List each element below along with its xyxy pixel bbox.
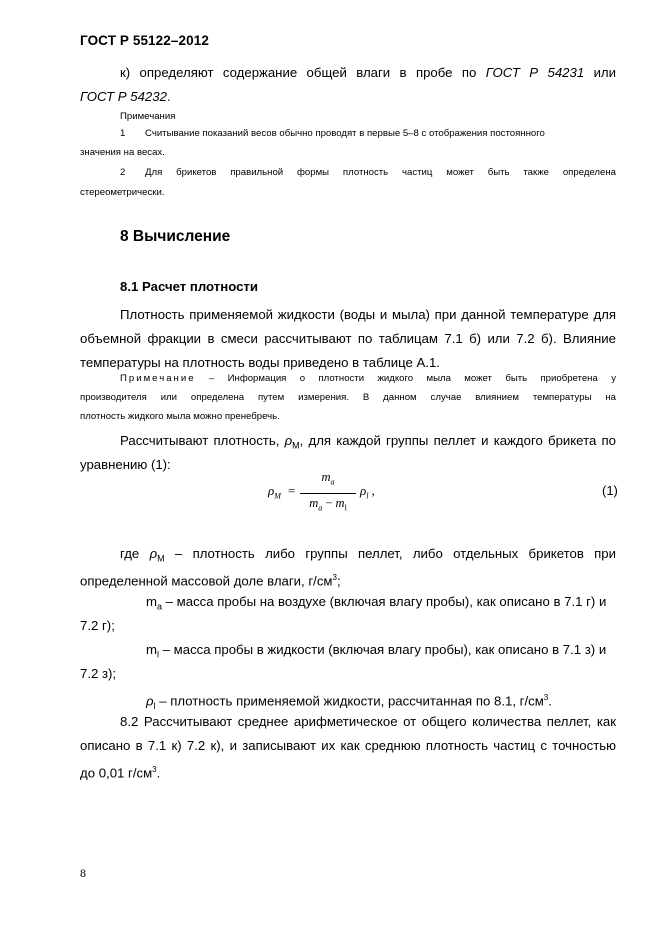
item-k-line1: к) определяют содержание общей влаги в пробе по ГОСТ Р 54231 или — [120, 65, 616, 80]
note-line3: плотность жидкого мыла можно пренебречь. — [80, 411, 280, 422]
where-line2: определенной массовой доле влаги, $г/см^3$; — [80, 573, 341, 589]
para1-line1: Плотность применяемой жидкости (воды и мыла) при данной температуре для — [120, 307, 616, 322]
para3-line1: 8.2 Рассчитывают среднее арифметическое от общего количества пеллет, как — [120, 714, 616, 729]
formula-lhs: $\rho_M$ — [268, 483, 281, 501]
formula-denominator: $m_a - m_l$ — [309, 496, 347, 513]
note-line1: Примечание – Информация о плотности жидкого мыла может быть приобретена у — [120, 373, 616, 384]
where-ml-line2: 7.2 з); — [80, 666, 117, 681]
para1-line3: температуры на плотность воды приведено в таблице А.1. — [80, 355, 440, 370]
where-ma-line1: $m_a$ – масса пробы на воздухе (включая влагу пробы), как описано в 7.1 г) и — [146, 594, 607, 612]
note-2-line1: Для брикетов правильной формы плотность частиц может быть также определена — [145, 167, 616, 178]
note-line2: производителя или определена путем измерения. В данном случае влиянием температуры на — [80, 392, 616, 403]
note-1-line1: Считывание показаний весов обычно проводят в первые 5–8 с отображения постоянного — [145, 128, 545, 139]
para1-line2: объемной фракции в смеси рассчитывают по таблицам 7.1 б) или 7.2 б). Влияние — [80, 331, 616, 346]
section-title: 8 Вычисление — [120, 228, 231, 245]
formula-rhs: $\rho_l$ , — [360, 483, 375, 501]
where-ma-line2: 7.2 г); — [80, 618, 115, 633]
formula-number: (1) — [602, 483, 618, 498]
para3-line2: описано в 7.1 к) 7.2 к), и записывают их как среднюю плотность частиц с точностью — [80, 738, 616, 753]
page-number: 8 — [80, 866, 86, 880]
formula-1 — [268, 470, 628, 516]
rho-symbol: ρ — [284, 433, 293, 448]
note-2-line2: стереометрически. — [80, 187, 165, 198]
subsection-title: 8.1 Расчет плотности — [120, 279, 258, 294]
para2-line1: Рассчитывают плотность, $\rho_M$, для каждой группы пеллет и каждого брикета по — [120, 433, 616, 451]
notes-title: Примечания — [120, 111, 176, 122]
note-label: Примечание — [120, 373, 196, 384]
document-header: ГОСТ Р 55122–2012 — [80, 33, 209, 48]
standard-ref: ГОСТ Р 54231 — [485, 65, 585, 80]
standard-ref: ГОСТ Р 54232 — [80, 89, 167, 104]
where-ml-line1: $m_l$ – масса пробы в жидкости (включая влагу пробы), как описано в 7.1 з) и — [146, 642, 607, 660]
para3-line3: до 0,01 $г/см^3$. — [80, 765, 161, 781]
formula-numerator: $m_a$ — [321, 470, 335, 487]
para2-line2: уравнению (1): — [80, 457, 171, 472]
note-2-number: 2 — [120, 167, 126, 178]
where-line1: где $\rho_M$ – плотность либо группы пеллет, либо отдельных брикетов при — [120, 546, 616, 564]
item-k-line2: ГОСТ Р 54232. — [80, 89, 171, 104]
fraction-bar — [300, 493, 356, 494]
note-1-line2: значения на весах. — [80, 147, 165, 158]
where-rho-l: $\rho_l$ – плотность применяемой жидкости, рассчитанная по 8.1, $г/см^3$. — [146, 693, 552, 712]
note-1-number: 1 — [120, 128, 126, 139]
formula-equals: = — [288, 483, 296, 498]
